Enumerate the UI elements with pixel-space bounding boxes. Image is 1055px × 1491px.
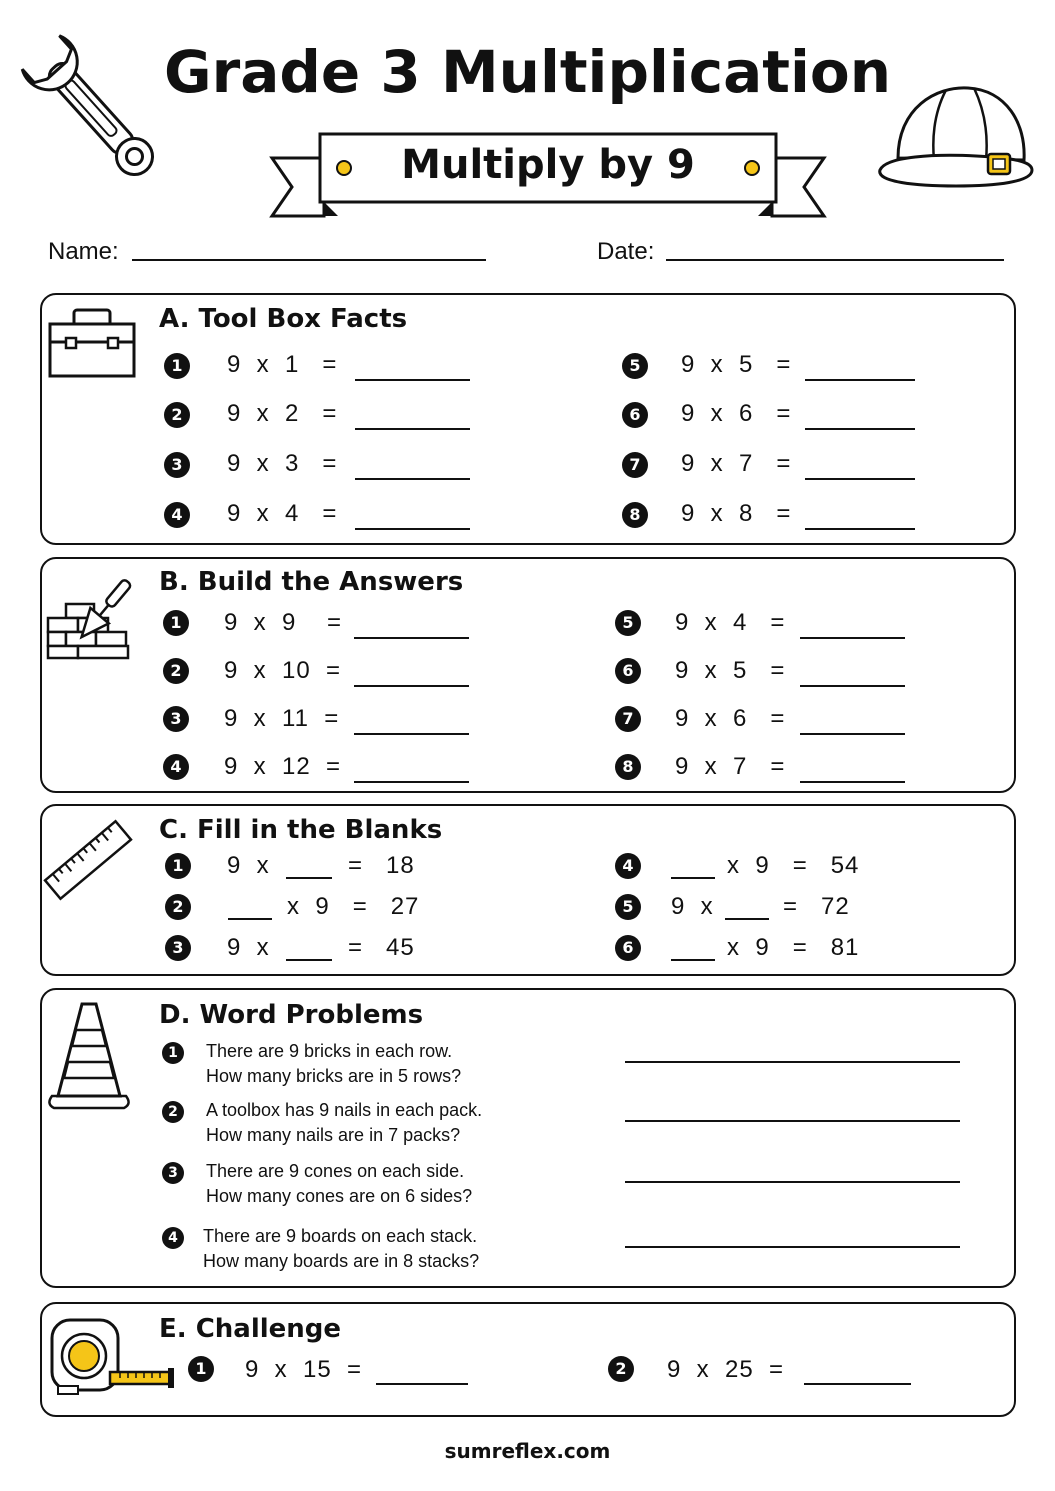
answer-blank[interactable] [354,637,469,639]
problem-part: 9 x [227,934,270,961]
word-problem-line2: How many bricks are in 5 rows? [206,1066,462,1086]
missing-blank[interactable] [286,959,332,961]
section-c-title: C. Fill in the Blanks [159,815,443,845]
toolbox-icon [48,308,136,378]
problem-expression: 9 x 9 = [224,609,343,636]
missing-blank[interactable] [286,877,332,879]
problem-number: 2 [608,1356,634,1382]
answer-blank[interactable] [376,1383,468,1385]
problem-number: 4 [615,853,641,879]
problem-number: 3 [164,452,190,478]
problem-number: 1 [162,1042,184,1064]
problem-number: 6 [622,402,648,428]
problem-number: 1 [188,1356,214,1382]
name-field[interactable] [132,259,486,261]
problem-expression: 9 x 8 = [681,500,792,527]
answer-blank[interactable] [800,685,905,687]
problem-part: = 18 [348,852,415,879]
problem-number: 8 [615,754,641,780]
date-field[interactable] [666,259,1004,261]
problem-expression: 9 x 6 = [681,400,792,427]
word-problem-line1: There are 9 cones on each side. [206,1161,465,1181]
page-subtitle: Multiply by 9 [401,142,695,188]
problem-expression: 9 x 12 = [224,753,342,780]
hard-hat-icon [876,78,1036,193]
answer-blank[interactable] [800,781,905,783]
answer-line[interactable] [625,1181,960,1183]
answer-blank[interactable] [355,528,470,530]
problem-number: 6 [615,935,641,961]
problem-expression: 9 x 5 = [675,657,786,684]
missing-blank[interactable] [671,877,715,879]
answer-blank[interactable] [354,781,469,783]
missing-blank[interactable] [228,918,272,920]
problem-expression: 9 x 2 = [227,400,338,427]
problem-number: 4 [164,502,190,528]
answer-line[interactable] [625,1246,960,1248]
problem-number: 4 [163,754,189,780]
section-a-title: A. Tool Box Facts [159,304,408,334]
problem-number: 1 [165,853,191,879]
missing-blank[interactable] [671,959,715,961]
problem-part: = 72 [783,893,850,920]
problem-number: 8 [622,502,648,528]
problem-part: x 9 = 81 [727,934,860,961]
answer-blank[interactable] [354,733,469,735]
problem-expression: 9 x 1 = [227,351,338,378]
wrench-icon [14,24,164,189]
problem-expression: 9 x 5 = [681,351,792,378]
answer-blank[interactable] [355,428,470,430]
name-label: Name: [48,238,119,265]
problem-number: 3 [165,935,191,961]
traffic-cone-icon [44,1000,134,1112]
answer-blank[interactable] [805,528,915,530]
answer-blank[interactable] [805,428,915,430]
problem-number: 6 [615,658,641,684]
ruler-icon [46,818,130,902]
answer-blank[interactable] [805,379,915,381]
page-title: Grade 3 Multiplication [164,38,891,106]
section-e-title: E. Challenge [159,1314,342,1344]
problem-number: 7 [615,706,641,732]
answer-blank[interactable] [804,1383,911,1385]
answer-line[interactable] [625,1061,960,1063]
problem-part: 9 x [227,852,270,879]
answer-blank[interactable] [805,478,915,480]
problem-expression: 9 x 11 = [224,705,340,732]
problem-number: 1 [163,610,189,636]
footer-site: sumreflex.com [444,1439,611,1463]
problem-number: 3 [163,706,189,732]
problem-number: 2 [164,402,190,428]
answer-blank[interactable] [355,478,470,480]
problem-part: = 45 [348,934,415,961]
word-problem-line2: How many nails are in 7 packs? [206,1125,461,1145]
word-problem-line1: There are 9 boards on each stack. [203,1226,478,1246]
date-label: Date: [597,238,655,265]
word-problem-line2: How many cones are on 6 sides? [206,1186,473,1206]
problem-expression: 9 x 4 = [675,609,786,636]
problem-expression: 9 x 25 = [667,1356,785,1383]
answer-blank[interactable] [800,637,905,639]
answer-blank[interactable] [355,379,470,381]
problem-expression: 9 x 3 = [227,450,338,477]
word-problem-line1: There are 9 bricks in each row. [206,1041,453,1061]
section-d-title: D. Word Problems [159,1000,424,1030]
problem-number: 2 [162,1101,184,1123]
problem-number: 4 [162,1227,184,1249]
problem-expression: 9 x 10 = [224,657,342,684]
answer-line[interactable] [625,1120,960,1122]
problem-number: 2 [165,894,191,920]
problem-number: 5 [615,610,641,636]
problem-number: 7 [622,452,648,478]
problem-part: x 9 = 27 [287,893,420,920]
problem-expression: 9 x 6 = [675,705,786,732]
missing-blank[interactable] [725,918,769,920]
word-problem-line1: A toolbox has 9 nails in each pack. [206,1100,483,1120]
problem-expression: 9 x 7 = [675,753,786,780]
section-b-title: B. Build the Answers [159,567,464,597]
problem-number: 5 [615,894,641,920]
problem-part: x 9 = 54 [727,852,860,879]
problem-expression: 9 x 4 = [227,500,338,527]
problem-part: 9 x [671,893,714,920]
problem-expression: 9 x 7 = [681,450,792,477]
section-d [40,988,1016,1288]
problem-number: 1 [164,353,190,379]
problem-number: 5 [622,353,648,379]
problem-number: 3 [162,1162,184,1184]
answer-blank[interactable] [800,733,905,735]
brick-trowel-icon [46,578,136,660]
word-problem-line2: How many boards are in 8 stacks? [203,1251,480,1271]
problem-number: 2 [163,658,189,684]
problem-expression: 9 x 15 = [245,1356,363,1383]
answer-blank[interactable] [354,685,469,687]
